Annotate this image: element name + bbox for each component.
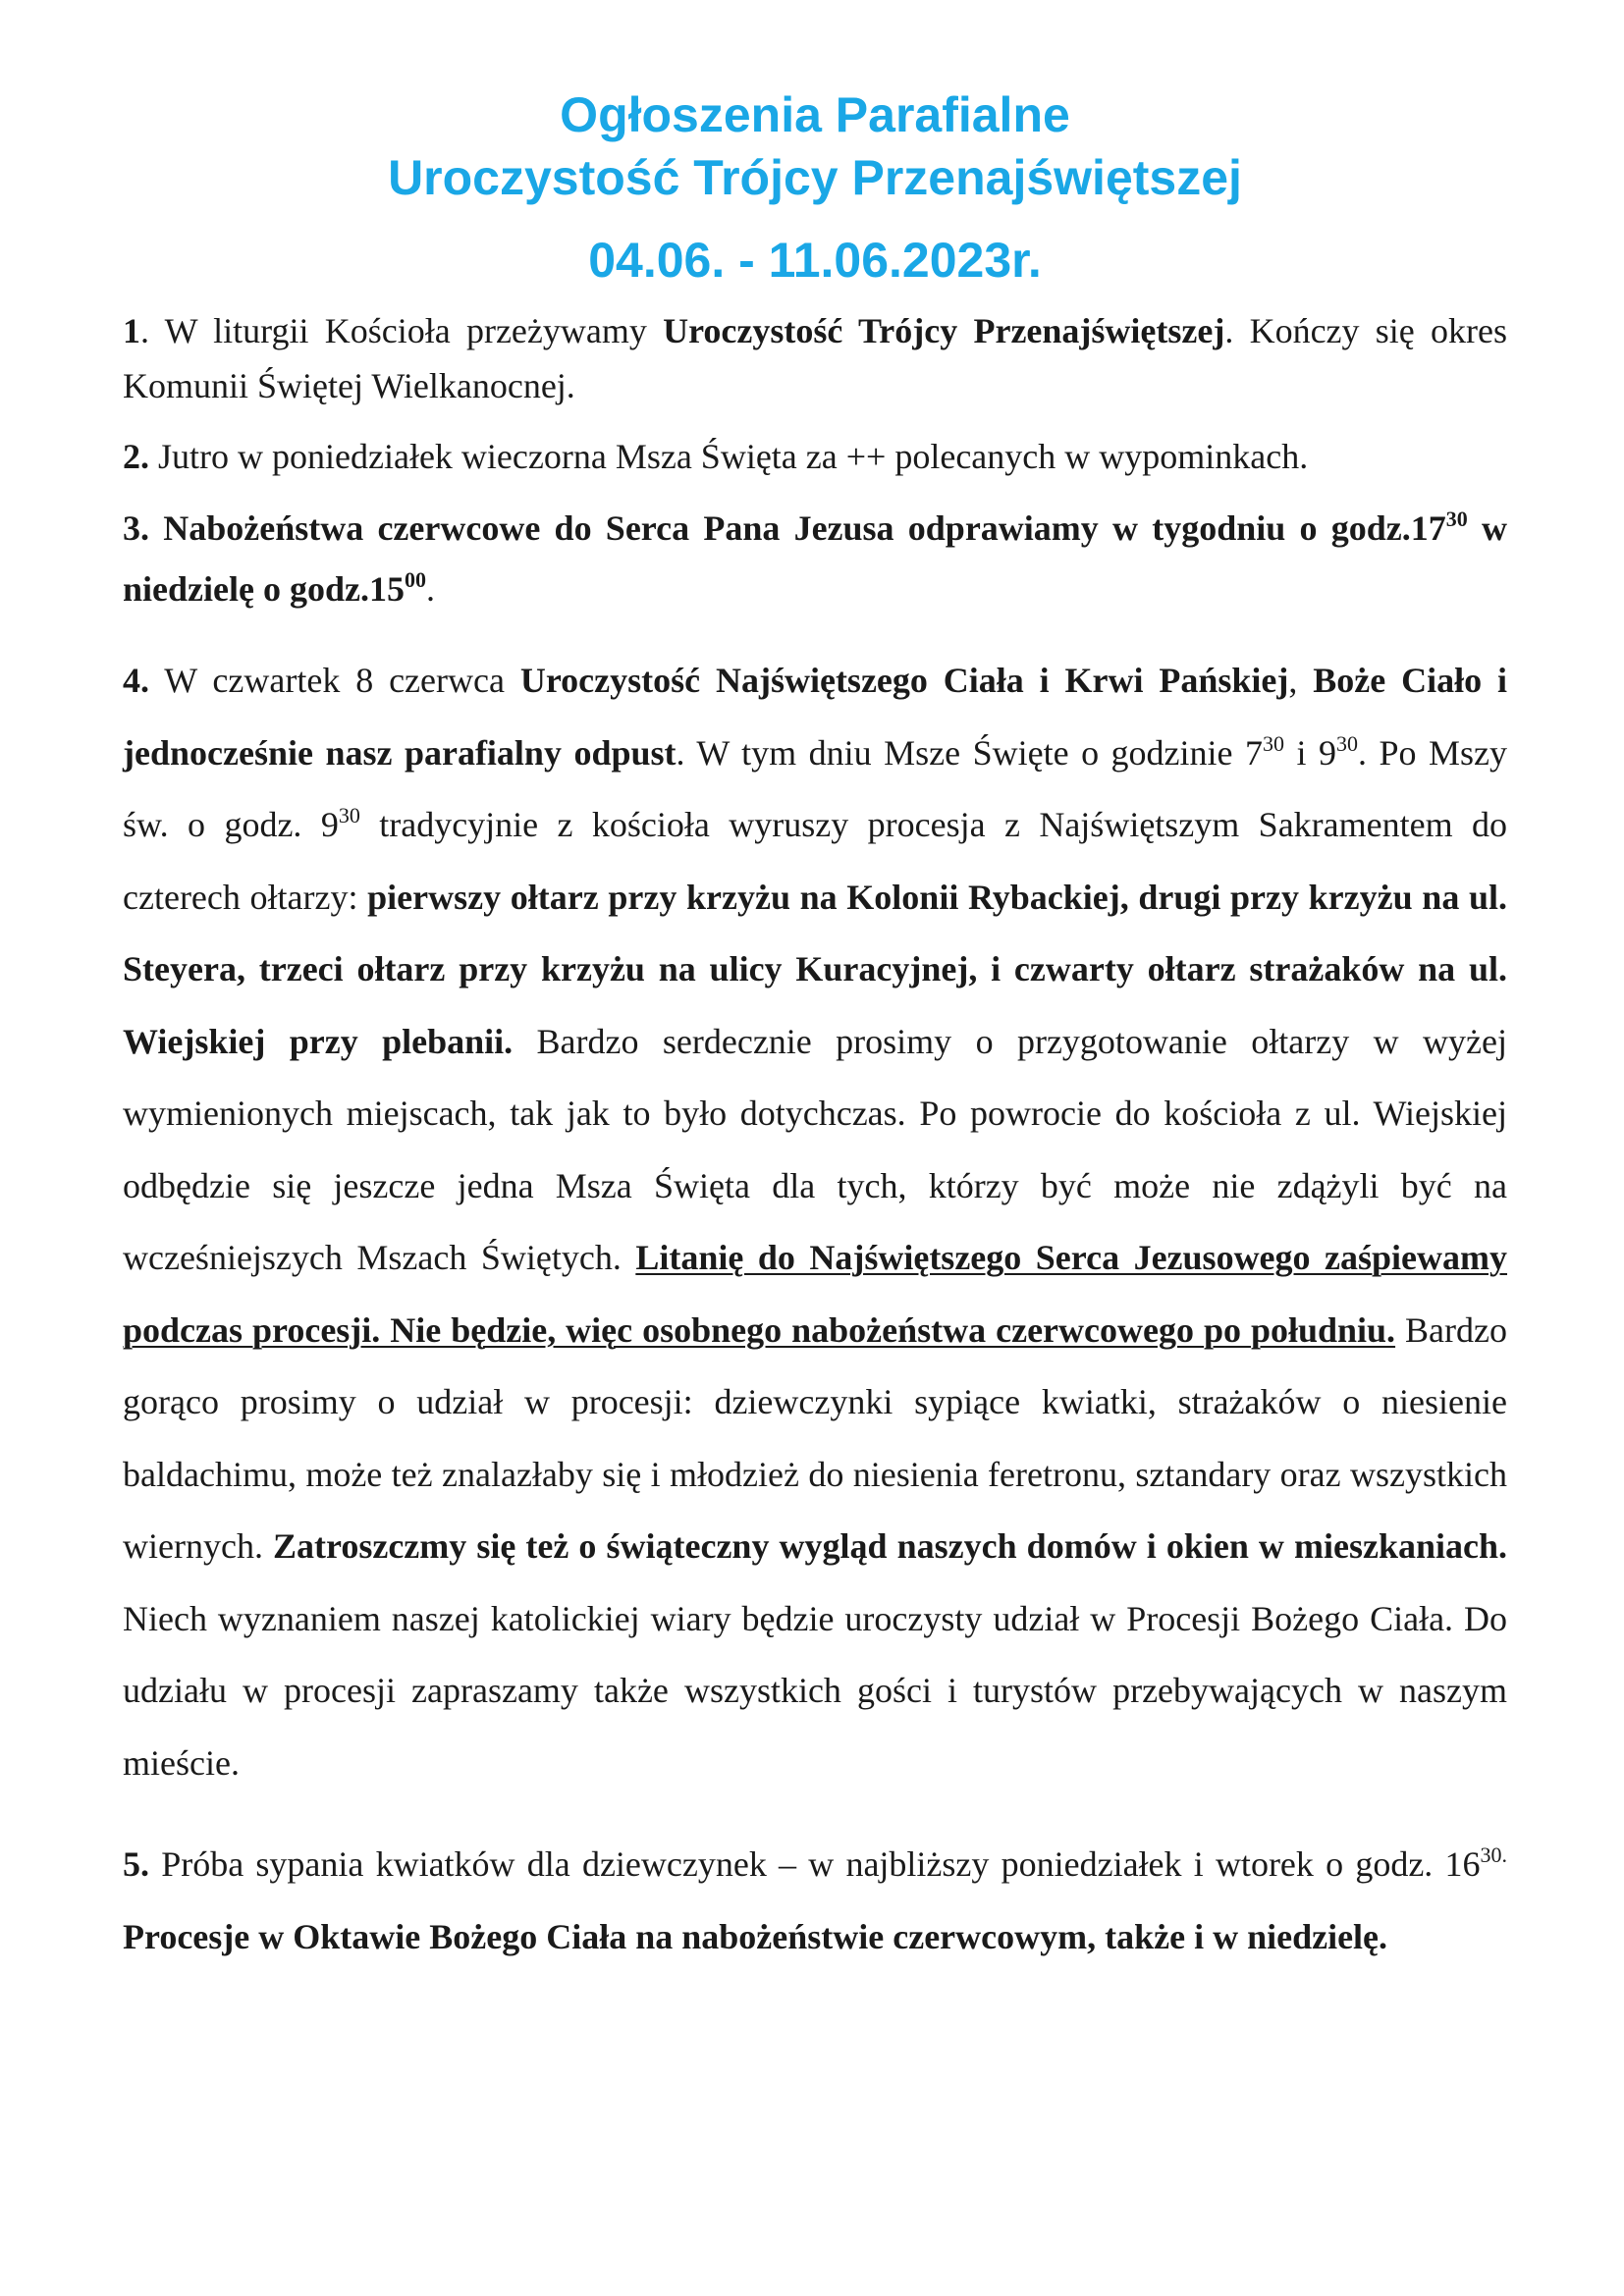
item-underlined-emphasis: Litanię do Najświętszego Serca Jezusowego zaśpiewamy podczas procesji. Nie będzie, więc osobnego nabożeństwa czerwcowego po południu. [123, 1238, 1508, 1350]
item-emphasis: Uroczystość Najświętszego Ciała i Krwi Pańskiej [519, 661, 1289, 700]
item-emphasis: Procesje w Oktawie Bożego Ciała na nabożeństwie czerwcowym, także i w niedzielę. [123, 1916, 1388, 1956]
item-text: tradycyjnie z kościoła wyruszy procesja z Najświętszym Sakramentem do czterech ołtarzy: [123, 805, 1507, 917]
item-text: . [425, 569, 435, 609]
page-subtitle: Uroczystość Trójcy Przenajświętszej [388, 150, 1242, 205]
time-superscript: 30 [1336, 730, 1358, 756]
item-text: i 9 [1284, 732, 1336, 773]
time-superscript: 30 [1263, 730, 1285, 756]
item-text: . Kończy się okres Komunii Świętej Wielkanocnej. [123, 311, 1507, 405]
item-number: 2. [123, 437, 149, 476]
announcement-item-3 [123, 498, 1507, 619]
item-text: . W tym dniu Msze Święte o godzinie 7 [676, 732, 1264, 773]
item-text: Próba sypania kwiatków dla dziewczynek – w najbliższy poniedziałek i wtorek o godz. 16 [149, 1844, 1481, 1884]
item-number: 5. [123, 1844, 149, 1884]
item-emphasis: 3. Nabożeństwa czerwcowe do Serca Pana Jezusa odprawiamy w tygodniu o godz.17 [123, 508, 1446, 548]
announcement-page [123, 83, 1507, 1973]
item-emphasis: Boże Ciało i jednocześnie nasz parafialny odpust [123, 661, 1507, 773]
item-emphasis: Zatroszczmy się też o świąteczny wygląd naszych domów i okien w mieszkaniach. [273, 1526, 1507, 1566]
item-number: 1 [123, 311, 140, 350]
item-text: , [1288, 661, 1314, 700]
item-text: W czwartek 8 czerwca [149, 661, 520, 700]
item-emphasis: Uroczystość Trójcy Przenajświętszej [663, 311, 1225, 350]
item-number: 4. [123, 661, 149, 700]
item-text: Bardzo serdecznie prosimy o przygotowanie ołtarzy w wyżej wymienionych miejscach, tak jak to było dotychczas. Po powrocie do kościoła z ul. Wiejskiej odbędzie się jeszcze jedna Msza Święta dla tych, którzy być może nie zdążyli być na wcześniejszych Mszach Świętych. [123, 1021, 1507, 1277]
date-range: 04.06. - 11.06.2023r. [588, 233, 1042, 288]
item-emphasis: w niedzielę o godz.15 [123, 508, 1507, 609]
announcement-item-4 [123, 645, 1507, 1799]
item-text: . W liturgii Kościoła przeżywamy [140, 311, 664, 350]
item-text: Bardzo gorąco prosimy o udział w procesji: dziewczynki sypiące kwiatki, strażaków o niesienie baldachimu, może też znalazłaby się i młodzież do niesienia feretronu, sztandary oraz wszystkich wiernych. [123, 1309, 1507, 1566]
time-superscript: 30. [1480, 1842, 1507, 1867]
item-emphasis: pierwszy ołtarz przy krzyżu na Kolonii Rybackiej, drugi przy krzyżu na ul. Steyera, trzeci ołtarz przy krzyżu na ulicy Kuracyjnej, i czwarty ołtarz strażaków na ul. Wiejskiej przy plebanii. [123, 877, 1507, 1061]
time-superscript: 30 [1445, 507, 1468, 531]
item-text: . Po Mszy św. o godz. 9 [123, 732, 1507, 844]
announcement-item-1 [123, 303, 1507, 413]
page-title: Ogłoszenia Parafialne [560, 87, 1070, 142]
announcement-item-5 [123, 1829, 1507, 1973]
announcement-item-2 [123, 429, 1507, 484]
item-text: Jutro w poniedziałek wieczorna Msza Święta za ++ polecanych w wypominkach. [149, 437, 1309, 476]
time-superscript: 00 [404, 567, 426, 592]
time-superscript: 30 [338, 803, 360, 828]
header [123, 83, 1507, 292]
item-text: Niech wyznaniem naszej katolickiej wiary będzie uroczysty udział w Procesji Bożego Ciała. Do udziału w procesji zapraszamy także wszystkich gości i turystów przebywających w naszym mieście. [123, 1598, 1507, 1783]
